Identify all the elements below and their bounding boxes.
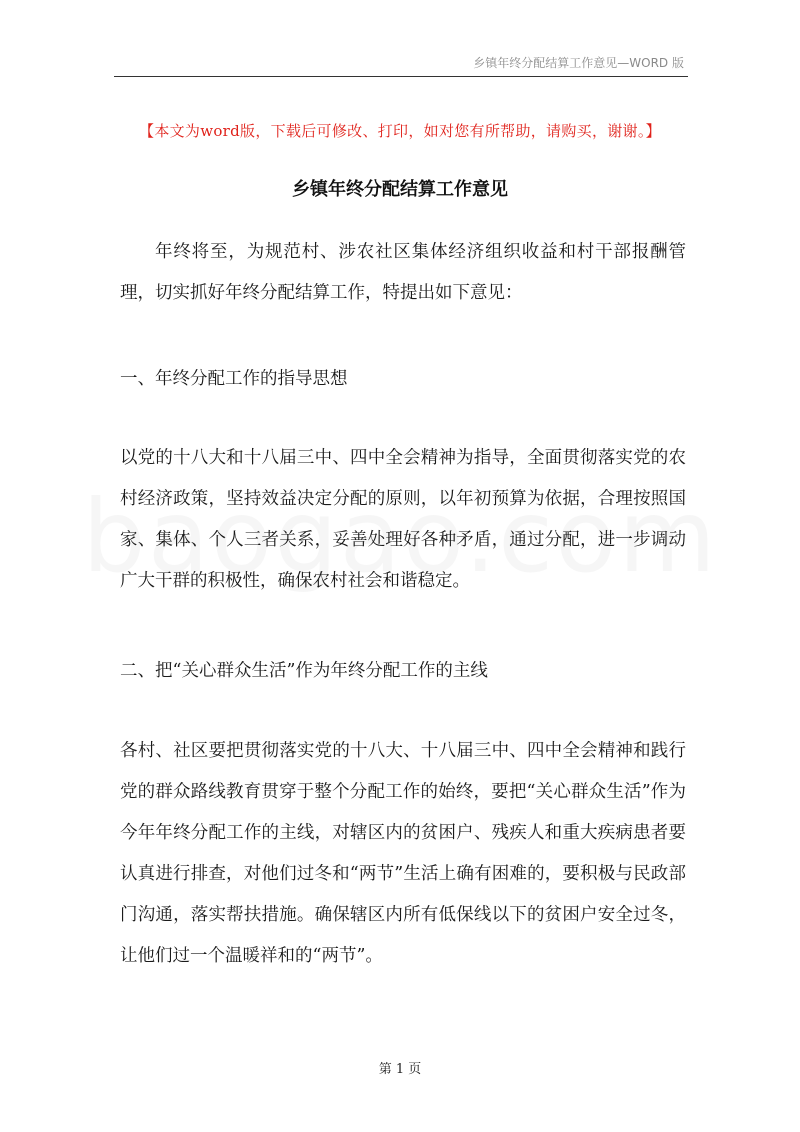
section-2-paragraph: 各村、社区要把贯彻落实党的十八大、十八届三中、四中全会精神和践行党的群众路线教育贯穿于整个分配工作的始终，要把“关心群众生活”作为今年年终分配工作的主线，对辖区内的贫困户、残疾人和重大疾病患者要认真进行排查，对他们过冬和“两节”生活上确有困难的，要积极与民政部门沟通，落实帮扶措施。确保辖区内所有低保线以下的贫困户安全过冬，让他们过一个温暖祥和的“两节”。 <box>120 741 686 966</box>
running-header: 乡镇年终分配结算工作意见—WORD 版 <box>473 56 684 70</box>
section-2-heading: 二、把“关心群众生活”作为年终分配工作的主线 <box>120 661 488 681</box>
section-1-paragraph: 以党的十八大和十八届三中、四中全会精神为指导，全面贯彻落实党的农村经济政策，坚持效益决定分配的原则，以年初预算为依据，合理按照国家、集体、个人三者关系，妥善处理好各种矛盾，通过分配，进一步调动广大干群的积极性，确保农村社会和谐稳定。 <box>120 448 686 591</box>
page-number: 第 1 页 <box>378 1062 422 1077</box>
header-divider <box>114 76 688 77</box>
purchase-notice: 【本文为word版，下载后可修改、打印，如对您有所帮助，请购买，谢谢。】 <box>139 122 661 140</box>
section-1-heading: 一、年终分配工作的指导思想 <box>120 369 348 389</box>
document-title: 乡镇年终分配结算工作意见 <box>292 179 508 200</box>
intro-paragraph: 年终将至，为规范村、涉农社区集体经济组织收益和村干部报酬管理，切实抓好年终分配结算工作，特提出如下意见： <box>120 242 686 303</box>
